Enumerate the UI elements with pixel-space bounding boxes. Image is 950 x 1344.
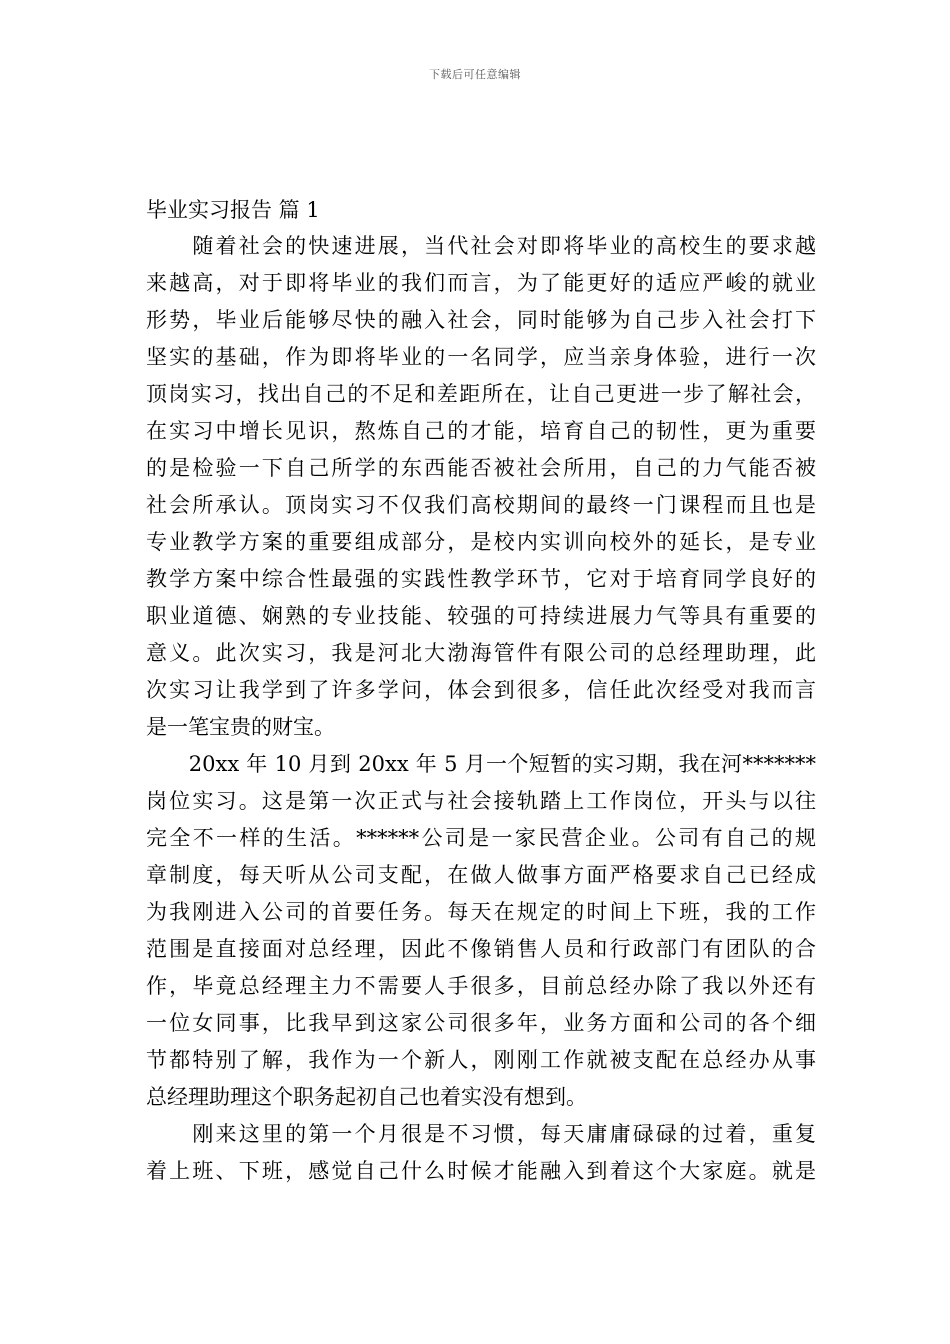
- text-line: 顶岗实习，找出自己的不足和差距所在，让自己更进一步了解社会，: [146, 382, 816, 406]
- text-line: 专业教学方案的重要组成部分，是校内实训向校外的延长，是专业: [146, 530, 816, 554]
- document-body: [146, 192, 816, 1190]
- text-line: 在实习中增长见识，熬炼自己的才能，培育自己的韧性，更为重要: [146, 419, 816, 443]
- text-line: 一位女同事，比我早到这家公司很多年，业务方面和公司的各个细: [146, 1011, 816, 1035]
- text-line: 总经理助理这个职务起初自己也着实没有想到。: [146, 1085, 587, 1109]
- text-line: 范围是直接面对总经理，因此不像销售人员和行政部门有团队的合: [146, 937, 816, 961]
- text-line: 20xx 年 10 月到 20xx 年 5 月一个短暂的实习期，我在河*******: [146, 752, 816, 776]
- paragraph-1: [146, 228, 816, 746]
- text-line: 作，毕竟总经理主力不需要人手很多，目前总经办除了我以外还有: [146, 974, 816, 998]
- text-line: 社会所承认。顶岗实习不仅我们高校期间的最终一门课程而且也是: [146, 493, 816, 517]
- text-line: 的是检验一下自己所学的东西能否被社会所用，自己的力气能否被: [146, 456, 816, 480]
- text-line: 次实习让我学到了许多学问，体会到很多，信任此次经受对我而言: [146, 678, 816, 702]
- text-line: 教学方案中综合性最强的实践性教学环节，它对于培育同学良好的: [146, 567, 816, 591]
- text-line: 完全不一样的生活。******公司是一家民营企业。公司有自己的规: [146, 826, 816, 850]
- text-line: 来越高，对于即将毕业的我们而言，为了能更好的适应严峻的就业: [146, 271, 816, 295]
- text-line: 是一笔宝贵的财宝。: [146, 715, 335, 739]
- page-header: 下载后可任意编辑: [429, 68, 521, 81]
- text-line: 章制度，每天听从公司支配，在做人做事方面严格要求自己已经成: [146, 863, 816, 887]
- text-line: 岗位实习。这是第一次正式与社会接轨踏上工作岗位，开头与以往: [146, 789, 816, 813]
- text-line: 着上班、下班，感觉自己什么时候才能融入到着这个大家庭。就是: [146, 1159, 816, 1183]
- text-line: 意义。此次实习，我是河北大渤海管件有限公司的总经理助理，此: [146, 641, 816, 665]
- paragraph-2: [146, 746, 816, 1116]
- document-title: 毕业实习报告 篇 1: [146, 198, 320, 222]
- text-line: 坚实的基础，作为即将毕业的一名同学，应当亲身体验，进行一次: [146, 345, 816, 369]
- text-line: 形势，毕业后能够尽快的融入社会，同时能够为自己步入社会打下: [146, 308, 816, 332]
- text-line: 节都特别了解，我作为一个新人，刚刚工作就被支配在总经办从事: [146, 1048, 816, 1072]
- text-line: 职业道德、娴熟的专业技能、较强的可持续进展力气等具有重要的: [146, 604, 816, 628]
- text-line: 刚来这里的第一个月很是不习惯，每天庸庸碌碌的过着，重复: [146, 1122, 816, 1146]
- paragraph-3: [146, 1116, 816, 1190]
- text-line: 随着社会的快速进展，当代社会对即将毕业的高校生的要求越: [146, 234, 816, 258]
- text-line: 为我刚进入公司的首要任务。每天在规定的时间上下班，我的工作: [146, 900, 816, 924]
